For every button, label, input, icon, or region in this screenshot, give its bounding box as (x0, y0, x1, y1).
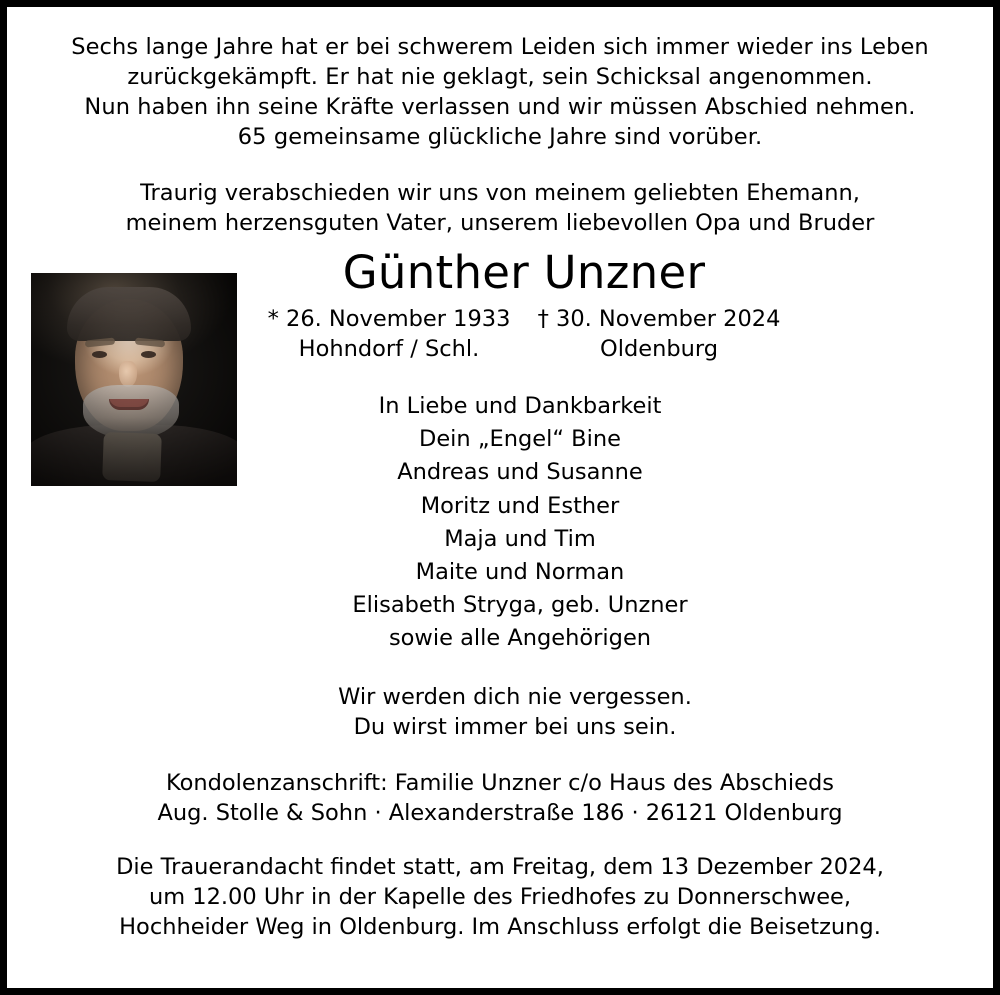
family-line: Maite und Norman (415, 559, 625, 585)
family-line: Elisabeth Stryga, geb. Unzner (352, 592, 688, 619)
condolence-line: Kondolenzanschrift: Familie Unzner c/o Haus des Abschieds (165, 769, 835, 796)
family-line: Moritz und Esther (420, 492, 620, 519)
condolence-address (157, 768, 842, 828)
condolence-line: Aug. Stolle & Sohn · Alexanderstraße 186 · 26121 Oldenburg (157, 799, 843, 826)
verse-line: Sechs lange Jahre hat er bei schwerem Leiden sich immer wieder ins Leben (71, 34, 929, 60)
introduction-text (126, 179, 875, 239)
intro-line: meinem herzensguten Vater, unserem liebevollen Opa und Bruder (125, 209, 875, 236)
service-line: um 12.00 Uhr in der Kapelle des Friedhofes zu Donnerschwee, (148, 884, 852, 911)
service-line: Die Trauerandacht findet statt, am Freitag, dem 13 Dezember 2024, (116, 854, 884, 881)
family-line: In Liebe und Dankbarkeit (378, 393, 662, 420)
death-place: Oldenburg (599, 335, 719, 362)
birth-info (254, 304, 524, 364)
birth-symbol: * (267, 305, 279, 332)
death-line (524, 304, 794, 334)
death-info (524, 304, 794, 364)
verse-line: zurückgekämpft. Er hat nie geklagt, sein Schicksal angenommen. (127, 63, 873, 90)
verse-line: Nun haben ihn seine Kräfte verlassen und wir müssen Abschied nehmen. (84, 93, 916, 120)
deceased-name: Günther Unzner (342, 245, 706, 299)
farewell-line: Du wirst immer bei uns sein. (353, 713, 677, 740)
funeral-service-info (116, 852, 884, 942)
verse-line: 65 gemeinsame glückliche Jahre sind vorüber. (237, 123, 763, 150)
farewell-text (308, 682, 692, 742)
portrait-vignette (31, 273, 237, 486)
birth-place: Hohndorf / Schl. (298, 335, 480, 362)
farewell-line: Wir werden dich nie vergessen. (338, 683, 692, 710)
memorial-verse (71, 33, 929, 153)
death-symbol: † (537, 305, 549, 332)
portrait-photo (31, 273, 237, 486)
portrait-image (31, 273, 237, 486)
birth-date: 26. November 1933 (286, 305, 511, 332)
family-line: Andreas und Susanne (397, 459, 643, 486)
birth-line (254, 304, 524, 334)
service-line: Hochheider Weg in Oldenburg. Im Anschluss erfolgt die Beisetzung. (119, 914, 881, 941)
family-list (312, 390, 687, 656)
family-line: sowie alle Angehörigen (388, 625, 652, 652)
death-date: 30. November 2024 (556, 305, 781, 332)
family-line: Dein „Engel“ Bine (419, 426, 621, 453)
intro-line: Traurig verabschieden wir uns von meinem geliebten Ehemann, (140, 179, 860, 206)
family-line: Maja und Tim (444, 525, 596, 552)
